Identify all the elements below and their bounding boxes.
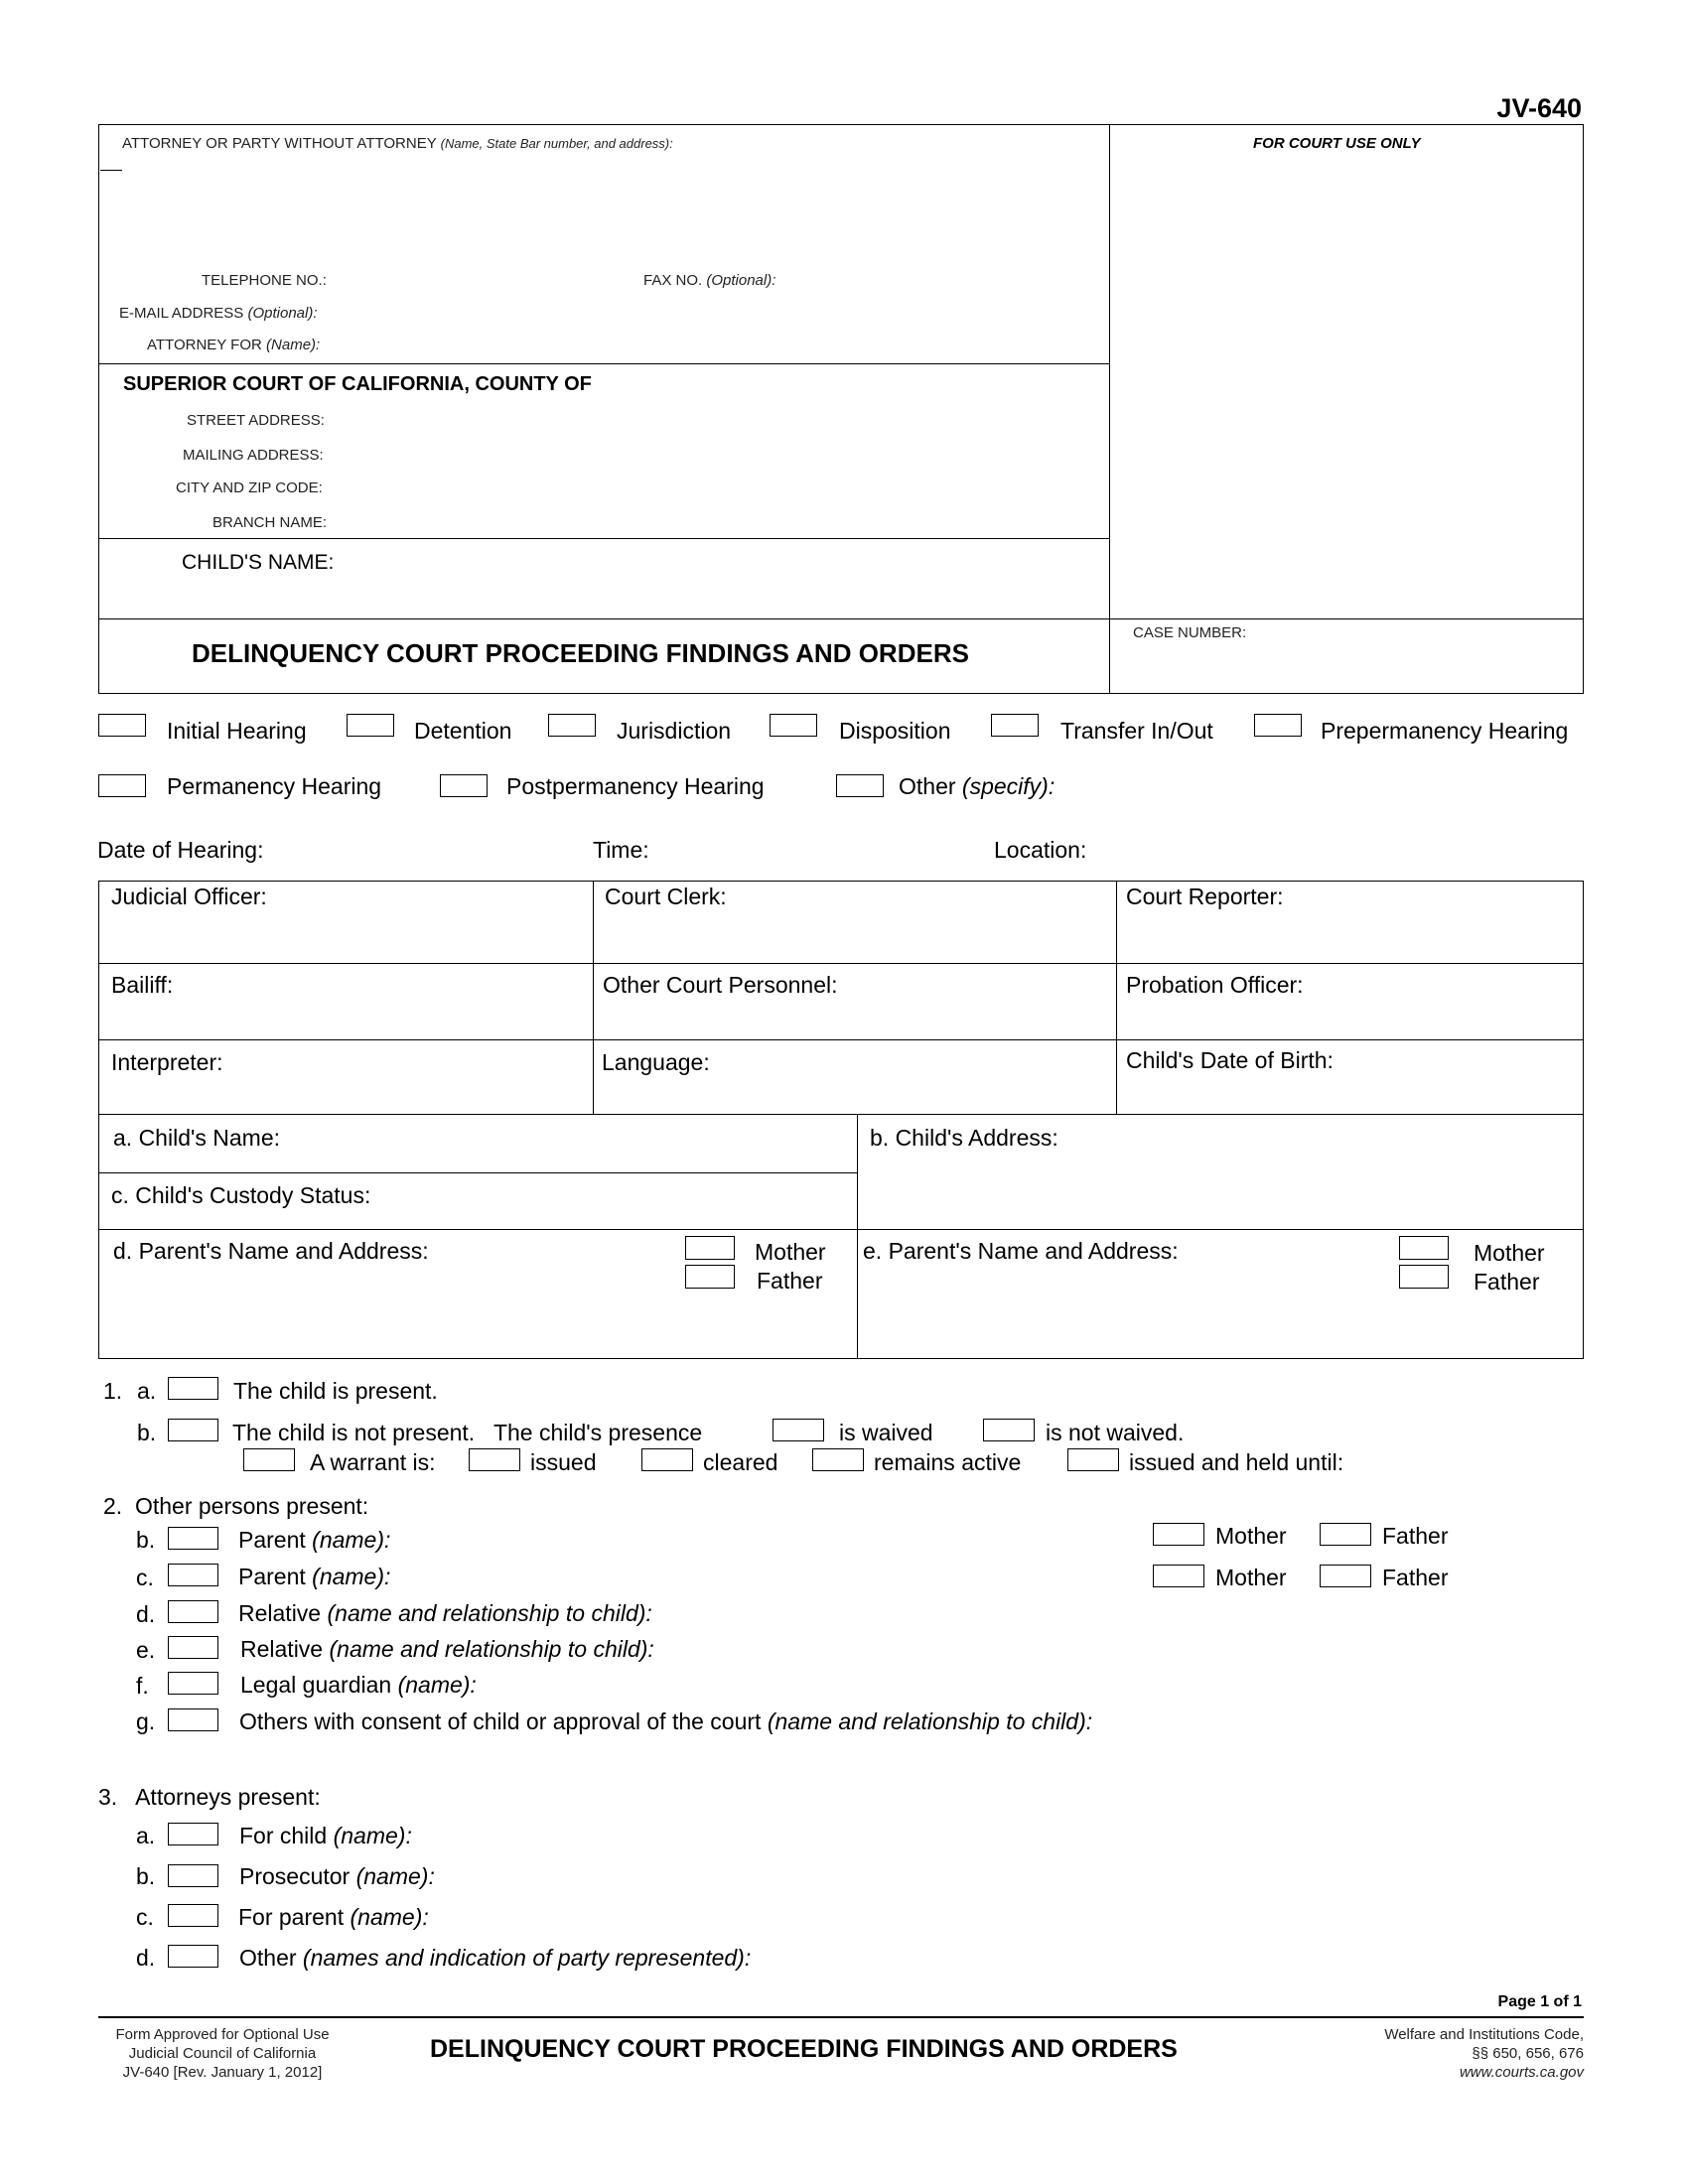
warrant-checkbox[interactable] (243, 1448, 295, 1471)
disposition-checkbox[interactable] (770, 714, 817, 737)
parent-e-mother-checkbox[interactable] (1399, 1236, 1449, 1260)
attorney-child-checkbox[interactable] (168, 1823, 218, 1845)
relative-d-hint: (name and relationship to child): (327, 1600, 652, 1626)
parent-b-checkbox[interactable] (168, 1527, 218, 1550)
footer-rule (98, 2016, 1584, 2018)
location-label[interactable]: Location: (994, 837, 1087, 863)
child-not-present-label: The child is not present. The child's presence (232, 1420, 703, 1445)
warrant-active-checkbox[interactable] (812, 1448, 864, 1471)
personnel-row-1 (98, 963, 1584, 964)
date-of-hearing-label[interactable]: Date of Hearing: (97, 837, 264, 863)
parent-e-mother-label: Mother (1474, 1240, 1545, 1266)
footer-website-link[interactable]: www.courts.ca.gov (1459, 2064, 1584, 2081)
fax-label: FAX NO. (643, 272, 703, 289)
attorney-parent-field[interactable] (238, 1904, 429, 1931)
item2-title: 2. Other persons present: (103, 1493, 369, 1519)
personnel-col-1 (593, 881, 594, 1115)
parent-c-hint: (name): (312, 1564, 391, 1589)
presence-not-waived-checkbox[interactable] (983, 1419, 1035, 1441)
judicial-officer-field[interactable]: Judicial Officer: (111, 884, 267, 909)
attorney-other-hint: (names and indication of party represented): (302, 1945, 752, 1971)
warrant-issued-label: issued (530, 1449, 597, 1475)
court-title: SUPERIOR COURT OF CALIFORNIA, COUNTY OF (123, 373, 592, 395)
personnel-row-2 (98, 1039, 1584, 1040)
child-dob-field[interactable]: Child's Date of Birth: (1126, 1047, 1334, 1073)
attorney-for-hint: (Name): (266, 337, 321, 353)
other-hearing-checkbox[interactable] (836, 774, 884, 797)
email-label: E-MAIL ADDRESS (119, 305, 244, 322)
parent-d-field[interactable]: d. Parent's Name and Address: (113, 1238, 429, 1264)
item3-title: 3. Attorneys present: (98, 1784, 321, 1810)
others-label: Others with consent of child or approval of the court (239, 1708, 762, 1734)
court-use-label: FOR COURT USE ONLY (1253, 135, 1421, 152)
item2-b-letter: b. (136, 1527, 156, 1553)
attorney-parent-label: For parent (238, 1904, 345, 1930)
prosecutor-field[interactable] (239, 1863, 435, 1890)
parent-b-mother-checkbox[interactable] (1153, 1523, 1204, 1546)
parent-c-mother-label: Mother (1215, 1565, 1287, 1590)
parent-c-checkbox[interactable] (168, 1564, 218, 1586)
warrant-held-checkbox[interactable] (1067, 1448, 1119, 1471)
parent-e-father-label: Father (1474, 1269, 1540, 1295)
title-divider (98, 618, 1584, 619)
court-reporter-field[interactable]: Court Reporter: (1126, 884, 1284, 909)
others-field[interactable] (239, 1708, 1092, 1735)
footer-right-line1: Welfare and Institutions Code, (1384, 2026, 1584, 2043)
telephone-label[interactable]: TELEPHONE NO.: (202, 272, 327, 289)
parent-b-father-checkbox[interactable] (1320, 1523, 1371, 1546)
others-checkbox[interactable] (168, 1708, 218, 1731)
guardian-label: Legal guardian (240, 1672, 392, 1698)
attorney-field[interactable] (122, 135, 673, 152)
parent-b-label: Parent (238, 1527, 306, 1553)
parent-c-mother-checkbox[interactable] (1153, 1565, 1204, 1587)
custody-status-field[interactable]: c. Child's Custody Status: (111, 1182, 371, 1208)
attorney-parent-hint: (name): (350, 1904, 429, 1930)
footer-left-line2: Judicial Council of California (128, 2045, 317, 2062)
warrant-issued-checkbox[interactable] (469, 1448, 520, 1471)
item3-b-letter: b. (136, 1863, 156, 1889)
attorney-label: ATTORNEY OR PARTY WITHOUT ATTORNEY (122, 135, 437, 152)
postpermanency-checkbox[interactable] (440, 774, 488, 797)
email-field[interactable] (119, 305, 318, 322)
relative-e-hint: (name and relationship to child): (329, 1636, 654, 1662)
attorney-child-field[interactable] (239, 1823, 412, 1849)
prepermanency-label: Prepermanency Hearing (1321, 718, 1569, 744)
warrant-cleared-label: cleared (703, 1449, 778, 1475)
presence-not-waived-label: is not waived. (1046, 1420, 1185, 1445)
detention-checkbox[interactable] (347, 714, 394, 737)
warrant-active-label: remains active (874, 1449, 1022, 1475)
item2-d-letter: d. (136, 1601, 156, 1627)
item1-b-letter: b. (137, 1420, 157, 1445)
branch-name-label[interactable]: BRANCH NAME: (212, 514, 328, 531)
relative-d-checkbox[interactable] (168, 1600, 218, 1623)
other-label: Other (899, 773, 956, 799)
other-hint: (specify): (961, 773, 1055, 799)
detention-label: Detention (414, 718, 512, 744)
interpreter-field[interactable]: Interpreter: (111, 1049, 223, 1075)
mailing-address-label[interactable]: MAILING ADDRESS: (183, 447, 324, 464)
child-present-label: The child is present. (233, 1378, 438, 1404)
presence-waived-label: is waived (839, 1420, 933, 1445)
guardian-checkbox[interactable] (168, 1672, 218, 1695)
initial-hearing-checkbox[interactable] (98, 714, 146, 737)
caption-frame (98, 124, 1584, 694)
other-personnel-field[interactable]: Other Court Personnel: (603, 972, 838, 998)
parent-b-field[interactable] (238, 1527, 390, 1554)
form-number: JV-640 (1496, 93, 1582, 123)
item2-c-letter: c. (136, 1565, 154, 1590)
footer-right (1384, 2025, 1584, 2082)
footer-left-line1: Form Approved for Optional Use (115, 2026, 330, 2043)
parent-d-father-label: Father (757, 1268, 823, 1294)
others-hint: (name and relationship to child): (767, 1708, 1093, 1734)
disposition-label: Disposition (839, 718, 951, 744)
parent-c-father-checkbox[interactable] (1320, 1565, 1371, 1587)
attorney-child-label: For child (239, 1823, 328, 1848)
warrant-label: A warrant is: (310, 1449, 436, 1475)
attorney-other-checkbox[interactable] (168, 1945, 218, 1968)
relative-e-checkbox[interactable] (168, 1636, 218, 1659)
item2-f-letter: f. (136, 1673, 149, 1699)
attorney-for-field[interactable] (147, 337, 320, 353)
parent-d-mother-checkbox[interactable] (685, 1236, 735, 1260)
time-label[interactable]: Time: (593, 837, 649, 863)
parent-b-mother-label: Mother (1215, 1523, 1287, 1549)
item2-e-letter: e. (136, 1637, 156, 1663)
parent-b-father-label: Father (1382, 1523, 1449, 1549)
jurisdiction-checkbox[interactable] (548, 714, 596, 737)
relative-d-field[interactable] (238, 1600, 652, 1627)
prosecutor-label: Prosecutor (239, 1863, 351, 1889)
child-info-row-ac (98, 1172, 857, 1173)
child-info-grid (98, 1114, 1584, 1359)
city-zip-label[interactable]: CITY AND ZIP CODE: (176, 479, 323, 496)
fax-hint: (Optional): (706, 272, 776, 289)
guardian-hint: (name): (397, 1672, 477, 1698)
attorney-court-divider (98, 363, 1109, 364)
warrant-cleared-checkbox[interactable] (641, 1448, 693, 1471)
other-hearing-label (899, 773, 1055, 800)
parent-c-field[interactable] (238, 1564, 390, 1590)
permanency-checkbox[interactable] (98, 774, 146, 797)
caption-divider (1109, 124, 1110, 694)
parent-e-father-checkbox[interactable] (1399, 1265, 1449, 1289)
personnel-col-2 (1116, 881, 1117, 1115)
relative-e-field[interactable] (240, 1636, 654, 1663)
language-field[interactable]: Language: (602, 1049, 710, 1075)
footer-right-line2: §§ 650, 656, 676 (1472, 2045, 1584, 2062)
court-child-divider (98, 538, 1109, 539)
street-address-label[interactable]: STREET ADDRESS: (187, 412, 325, 429)
attorney-child-hint: (name): (333, 1823, 412, 1848)
child-name-field[interactable]: a. Child's Name: (113, 1125, 281, 1151)
form-title: DELINQUENCY COURT PROCEEDING FINDINGS AND ORDERS (192, 638, 969, 668)
child-info-col (857, 1114, 858, 1359)
child-info-row-de (98, 1229, 1584, 1230)
footer-title: DELINQUENCY COURT PROCEEDING FINDINGS AND ORDERS (430, 2035, 1178, 2063)
parent-b-hint: (name): (312, 1527, 391, 1553)
attorney-other-label: Other (239, 1945, 297, 1971)
postpermanency-label: Postpermanency Hearing (506, 773, 765, 799)
attorney-for-label: ATTORNEY FOR (147, 337, 262, 353)
attorney-hint: (Name, State Bar number, and address): (440, 136, 673, 151)
footer-left (98, 2025, 347, 2082)
case-number-label[interactable]: CASE NUMBER: (1133, 624, 1247, 641)
probation-officer-field[interactable]: Probation Officer: (1126, 972, 1304, 998)
permanency-label: Permanency Hearing (167, 773, 382, 799)
child-name-label[interactable]: CHILD'S NAME: (182, 551, 335, 574)
item3-d-letter: d. (136, 1945, 156, 1971)
fax-field[interactable] (643, 272, 775, 289)
parent-c-label: Parent (238, 1564, 306, 1589)
email-hint: (Optional): (247, 305, 318, 322)
transfer-checkbox[interactable] (991, 714, 1039, 737)
page-number: Page 1 of 1 (1497, 1993, 1582, 2010)
parent-e-field[interactable]: e. Parent's Name and Address: (863, 1238, 1179, 1264)
personnel-grid (98, 881, 1584, 1115)
guardian-field[interactable] (240, 1672, 477, 1699)
court-clerk-field[interactable]: Court Clerk: (605, 884, 727, 909)
child-not-present-checkbox[interactable] (168, 1419, 218, 1441)
bailiff-field[interactable]: Bailiff: (111, 972, 174, 998)
relative-d-label: Relative (238, 1600, 322, 1626)
item1-number: 1. (103, 1378, 123, 1404)
child-present-checkbox[interactable] (168, 1377, 218, 1400)
parent-c-father-label: Father (1382, 1565, 1449, 1590)
presence-waived-checkbox[interactable] (773, 1419, 824, 1441)
transfer-label: Transfer In/Out (1060, 718, 1213, 744)
parent-d-mother-label: Mother (755, 1239, 826, 1265)
item3-c-letter: c. (136, 1904, 154, 1930)
prosecutor-checkbox[interactable] (168, 1864, 218, 1887)
item2-g-letter: g. (136, 1708, 156, 1734)
short-dash (100, 170, 122, 171)
prepermanency-checkbox[interactable] (1254, 714, 1302, 737)
warrant-held-label: issued and held until: (1129, 1449, 1344, 1475)
item3-a-letter: a. (136, 1823, 156, 1848)
parent-d-father-checkbox[interactable] (685, 1265, 735, 1289)
footer-left-line3: JV-640 [Rev. January 1, 2012] (122, 2064, 323, 2081)
initial-hearing-label: Initial Hearing (167, 718, 307, 744)
child-address-field[interactable]: b. Child's Address: (870, 1125, 1058, 1151)
item1-a-letter: a. (137, 1378, 157, 1404)
attorney-other-field[interactable] (239, 1945, 751, 1972)
attorney-parent-checkbox[interactable] (168, 1904, 218, 1927)
relative-e-label: Relative (240, 1636, 324, 1662)
prosecutor-hint: (name): (355, 1863, 435, 1889)
jurisdiction-label: Jurisdiction (617, 718, 732, 744)
